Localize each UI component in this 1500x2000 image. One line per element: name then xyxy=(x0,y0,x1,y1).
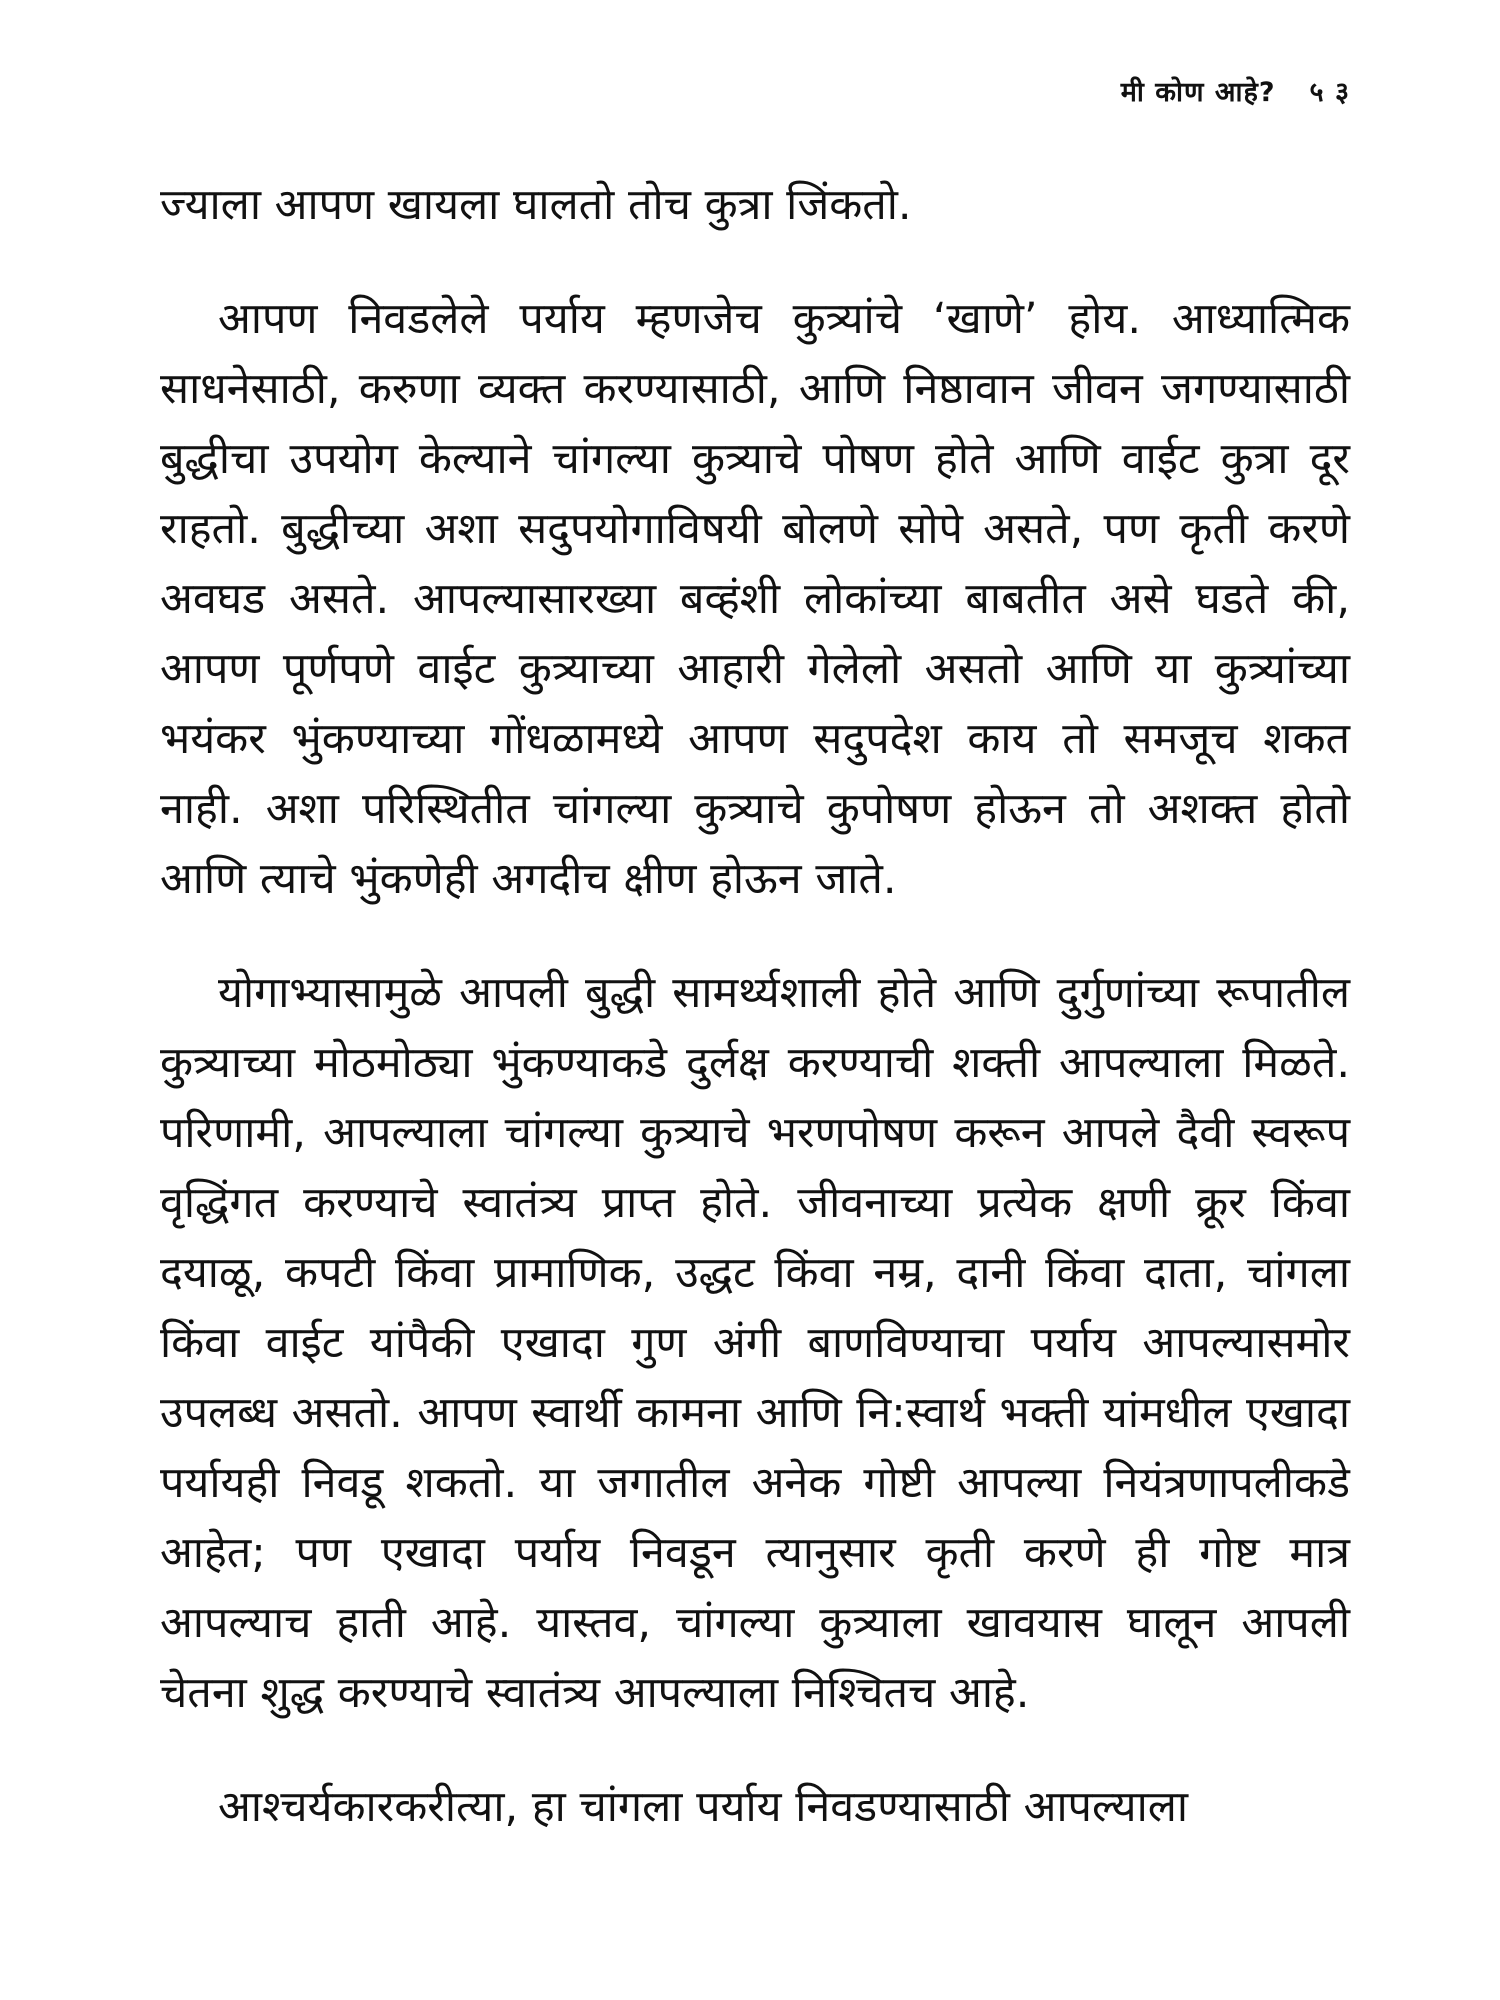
paragraph-2: आपण निवडलेले पर्याय म्हणजेच कुत्र्यांचे ‘खाणे’ होय. आध्यात्मिक साधनेसाठी, करुणा व्यक्त करण्यासाठी, आणि निष्ठावान जीवन जगण्यासाठी बुद्धीचा उपयोग केल्याने चांगल्या कुत्र्याचे पोषण होते आणि वाईट कुत्रा दूर राहतो. बुद्धीच्या अशा सदुपयोगाविषयी बोलणे सोपे असते, पण कृती करणे अवघड असते. आपल्यासारख्या बव्हंशी लोकांच्या बाबतीत असे घडते की, आपण पूर्णपणे वाईट कुत्र्याच्या आहारी गेलेलो असतो आणि या कुत्र्यांच्या भयंकर भुंकण्याच्या गोंधळामध्ये आपण सदुपदेश काय तो समजूच शकत नाही. अशा परिस्थितीत चांगल्या कुत्र्याचे कुपोषण होऊन तो अशक्त होतो आणि त्याचे भुंकणेही अगदीच क्षीण होऊन जाते. xyxy=(160,294,1350,904)
running-header xyxy=(1121,72,1350,109)
page-body xyxy=(160,170,1350,1842)
running-title: मी कोण आहे? xyxy=(1120,77,1276,108)
paragraph-4: आश्चर्यकारकरीत्या, हा चांगला पर्याय निवडण्यासाठी आपल्याला xyxy=(218,1782,1189,1832)
page-number: ५ ३ xyxy=(1309,77,1350,108)
paragraph-1: ज्याला आपण खायला घालतो तोच कुत्रा जिंकतो. xyxy=(160,180,912,230)
paragraph-3: योगाभ्यासामुळे आपली बुद्धी सामर्थ्यशाली होते आणि दुर्गुणांच्या रूपातील कुत्र्याच्या मोठमोठ्या भुंकण्याकडे दुर्लक्ष करण्याची शक्ती आपल्याला मिळते. परिणामी, आपल्याला चांगल्या कुत्र्याचे भरणपोषण करून आपले दैवी स्वरूप वृद्धिंगत करण्याचे स्वातंत्र्य प्राप्त होते. जीवनाच्या प्रत्येक क्षणी क्रूर किंवा दयाळू, कपटी किंवा प्रामाणिक, उद्धट किंवा नम्र, दानी किंवा दाता, चांगला किंवा वाईट यांपैकी एखादा गुण अंगी बाणविण्याचा पर्याय आपल्यासमोर उपलब्ध असतो. आपण स्वार्थी कामना आणि नि:स्वार्थ भक्ती यांमधील एखादा पर्यायही निवडू शकतो. या जगातील अनेक गोष्टी आपल्या नियंत्रणापलीकडे आहेत; पण एखादा पर्याय निवडून त्यानुसार कृती करणे ही गोष्ट मात्र आपल्याच हाती आहे. यास्तव, चांगल्या कुत्र्याला खावयास घालून आपली चेतना शुद्ध करण्याचे स्वातंत्र्य आपल्याला निश्चितच आहे. xyxy=(160,968,1350,1718)
